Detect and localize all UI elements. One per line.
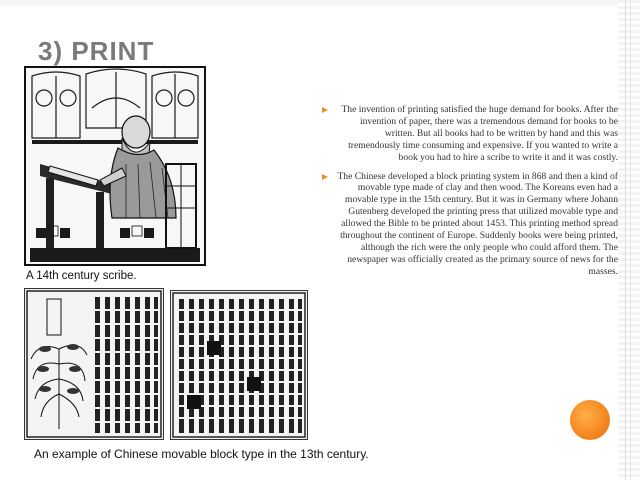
- edge-stripes: [618, 0, 640, 480]
- edge-line: [630, 0, 631, 480]
- body-text: [322, 104, 618, 285]
- orange-circle-decoration: [570, 400, 610, 440]
- scribe-illustration: [26, 68, 204, 264]
- paragraph: [322, 104, 618, 164]
- triangle-bullet-icon: [322, 107, 328, 113]
- scribe-image: [24, 66, 206, 266]
- paragraph: [322, 171, 618, 278]
- chinese-type-illustration-left: [25, 289, 163, 439]
- top-rule: [0, 0, 640, 6]
- paragraph-text: The invention of printing satisfied the huge demand for books. After the invention of paper, there was a tremendous demand for books to be written. But all books had to be written by hand and this was tremendously time consuming and expensive. If you wanted to write a book you had to hire a scribe to write it and it was costly.: [341, 104, 618, 163]
- chinese-type-illustration-right: [171, 291, 307, 439]
- triangle-bullet-icon: [322, 174, 328, 180]
- slide-title: 3) PRINT: [38, 36, 155, 66]
- type-caption: An example of Chinese movable block type in the 13th century.: [34, 447, 369, 461]
- chinese-type-page-right: [170, 290, 308, 440]
- paragraph-text: The Chinese developed a block printing system in 868 and then a kind of movable type made of clay and then wood. The Koreans even had a movable type in the 15th century. But it was in Germany where Johann Gutenberg developed the printing press that utilized movable type and allowed the Bible to be printed about 1453. This printing method spread throughout the continent of Europe. Suddenly books were being printed, although the rich were the only people who could afford them. The newspaper was officially created as the primary source of news for the masses.: [337, 170, 618, 277]
- scribe-caption: A 14th century scribe.: [26, 270, 137, 282]
- edge-line: [625, 0, 626, 480]
- chinese-type-page-left: [24, 288, 164, 440]
